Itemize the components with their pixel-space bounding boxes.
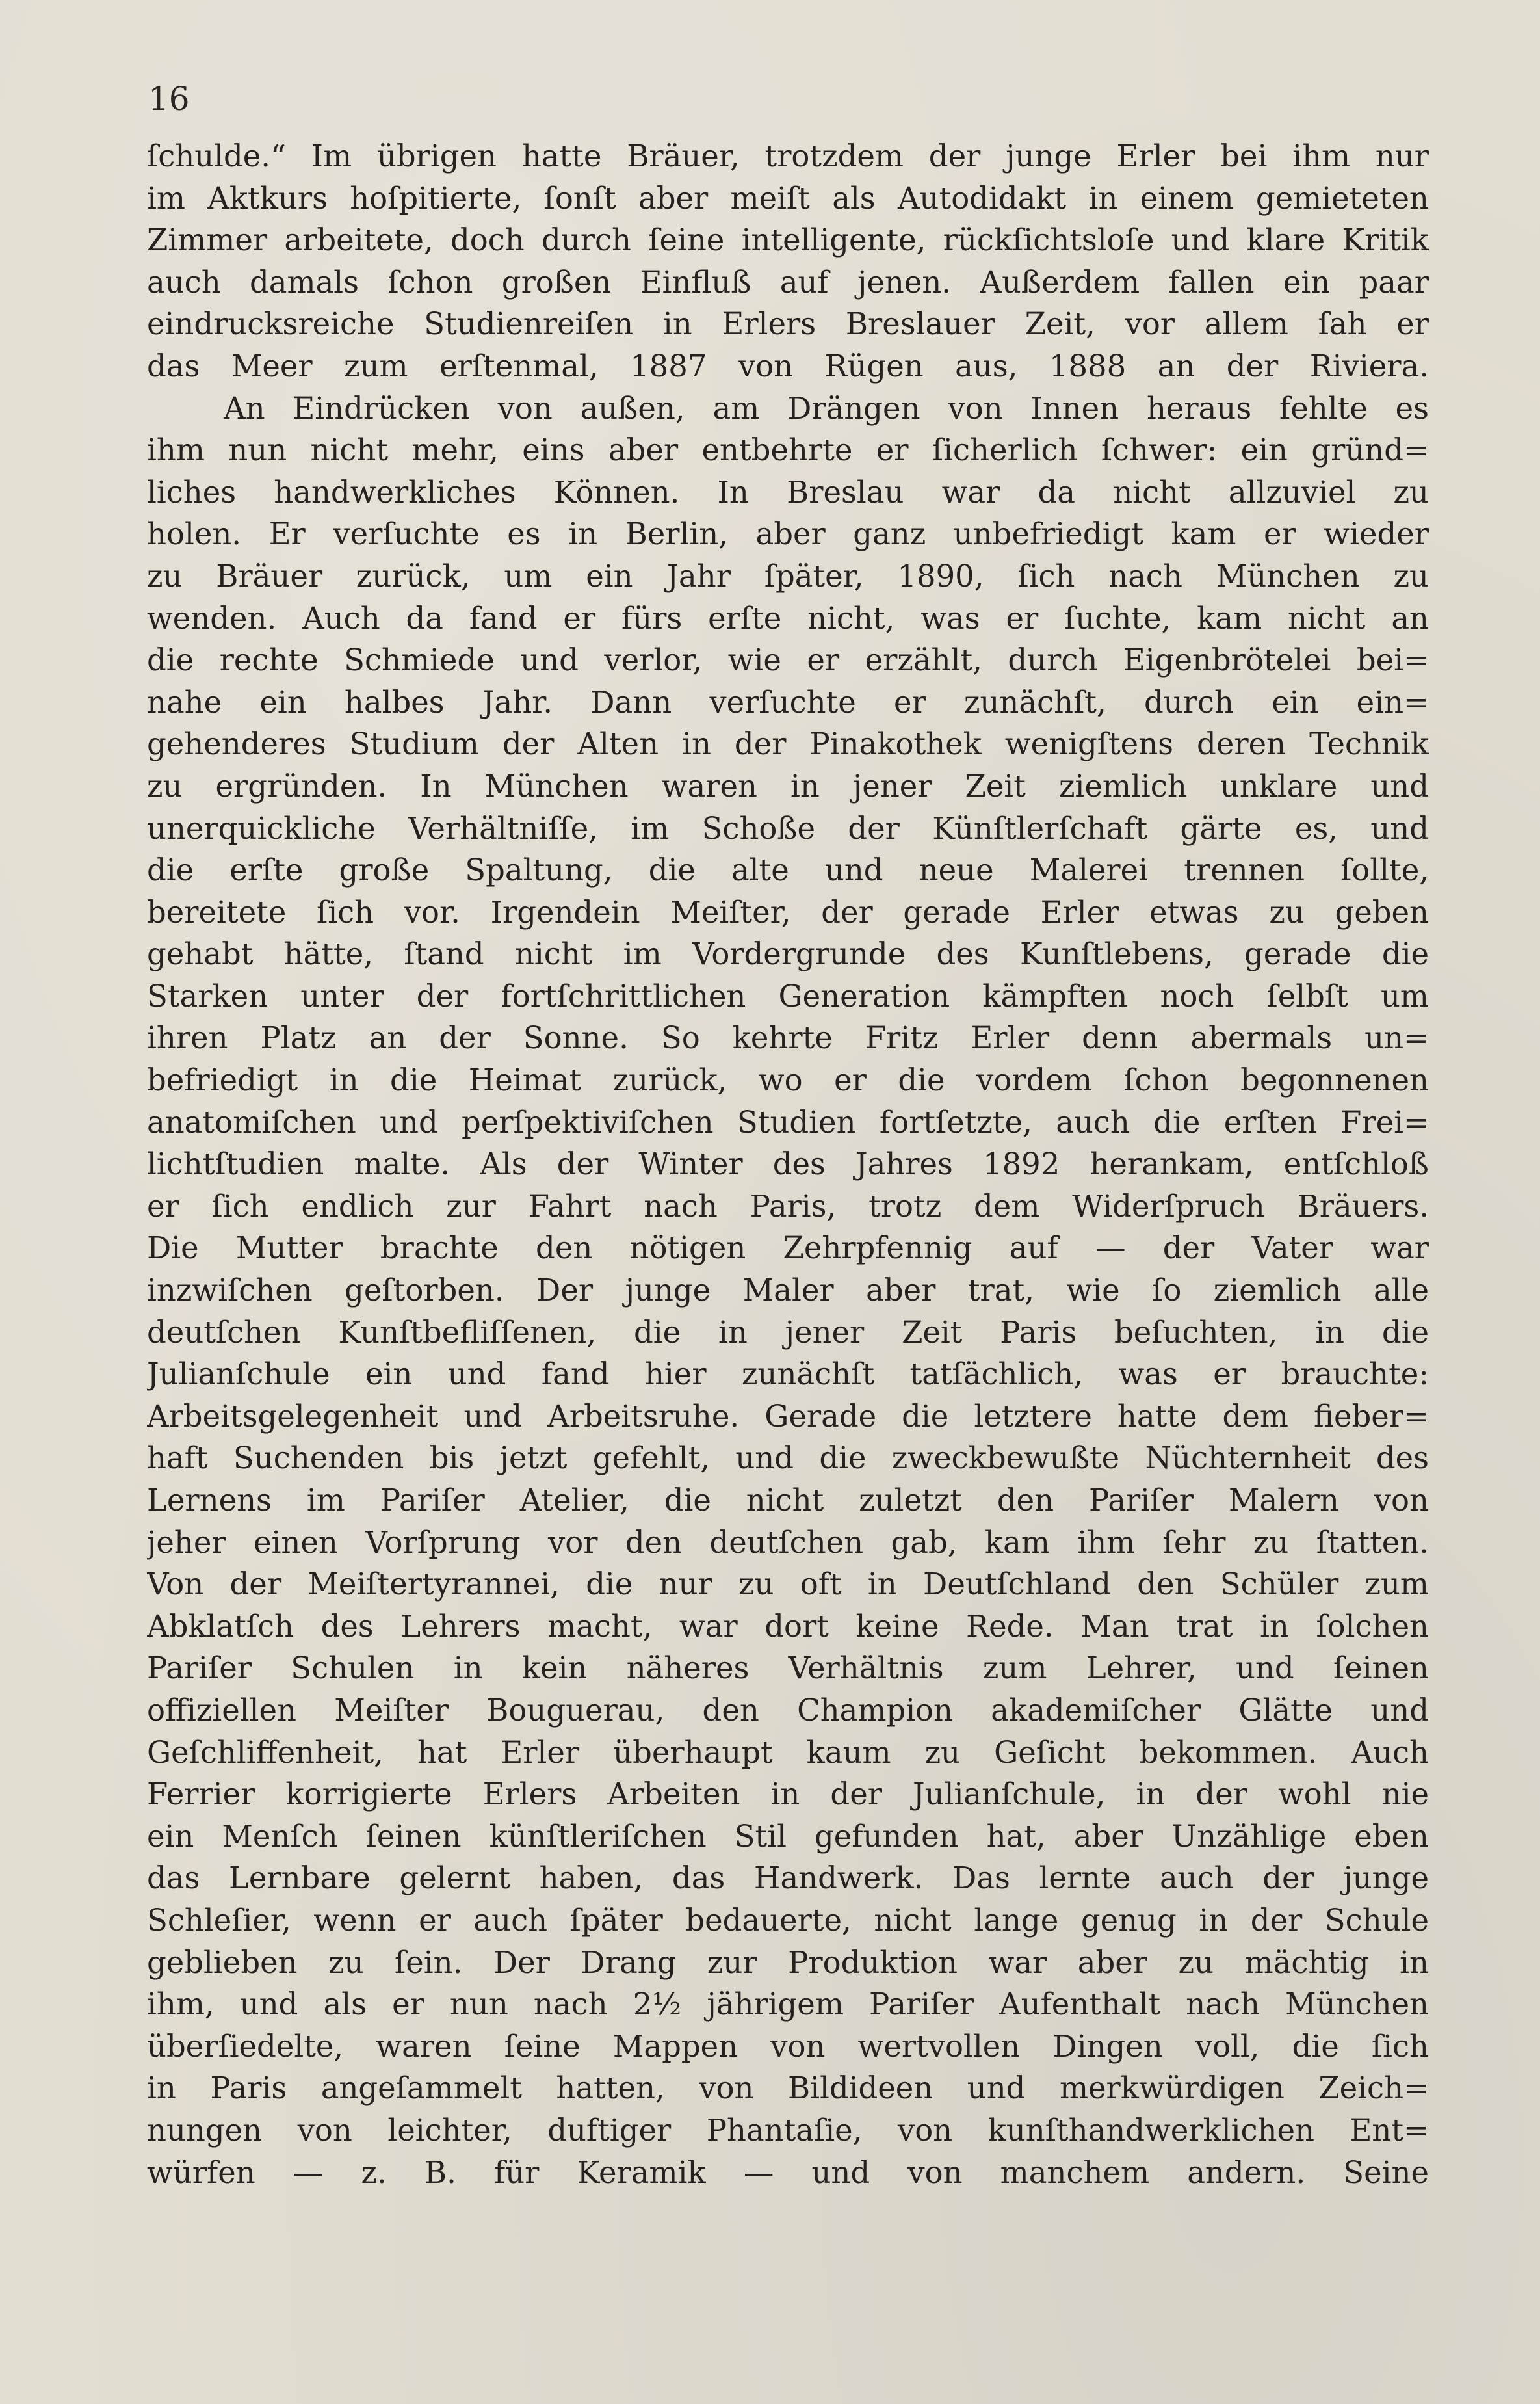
text-line: nahe ein halbes Jahr. Dann verſuchte er zunächſt, durch ein ein= (147, 684, 1429, 720)
text-line: Schleſier, wenn er auch ſpäter bedauerte, nicht lange genug in der Schule (147, 1902, 1429, 1938)
text-line: das Meer zum erſtenmal, 1887 von Rügen aus, 1888 an der Riviera. (147, 348, 1429, 384)
text-line: Zimmer arbeitete, doch durch ſeine intelligente, rückſichtsloſe und klare Kritik (147, 222, 1429, 258)
text-line: unerquickliche Verhältniſſe, im Schoße der Künſtlerſchaft gärte es, und (147, 810, 1429, 846)
text-line: die erſte große Spaltung, die alte und neue Malerei trennen ſollte, (147, 852, 1429, 888)
text-line: Ferrier korrigierte Erlers Arbeiten in der Julianſchule, in der wohl nie (147, 1777, 1429, 1812)
text-line: ein Menſch ſeinen künſtleriſchen Stil gefunden hat, aber Unzählige eben (147, 1818, 1429, 1854)
text-line: er ſich endlich zur Fahrt nach Paris, trotz dem Widerſpruch Bräuers. (147, 1188, 1429, 1224)
text-line: ſchulde.“ Im übrigen hatte Bräuer, trotzdem der junge Erler bei ihm nur (147, 139, 1429, 174)
text-line: wenden. Auch da fand er fürs erſte nicht, was er ſuchte, kam nicht an (147, 600, 1429, 636)
text-line: ihren Platz an der Sonne. So kehrte Fritz Erler denn abermals un= (147, 1020, 1429, 1056)
text-line: auch damals ſchon großen Einfluß auf jenen. Außerdem fallen ein paar (147, 264, 1429, 300)
text-line: lichtſtudien malte. Als der Winter des Jahres 1892 herankam, entſchloß (147, 1146, 1429, 1182)
text-line: haft Suchenden bis jetzt gefehlt, und die zweckbewußte Nüchternheit des (147, 1440, 1429, 1476)
text-line: Abklatſch des Lehrers macht, war dort keine Rede. Man trat in ſolchen (147, 1608, 1429, 1644)
text-line: Die Mutter brachte den nötigen Zehrpfennig auf — der Vater war (147, 1230, 1429, 1266)
text-line: ihm nun nicht mehr, eins aber entbehrte er ſicherlich ſchwer: ein gründ= (147, 432, 1429, 468)
text-line: Arbeitsgelegenheit und Arbeitsruhe. Gerade die letztere hatte dem fieber= (147, 1398, 1429, 1434)
text-line: eindrucksreiche Studienreiſen in Erlers Breslauer Zeit, vor allem ſah er (147, 306, 1429, 342)
text-line-paragraph-start: An Eindrücken von außen, am Drängen von Innen heraus fehlte es (224, 390, 1429, 426)
text-line: das Lernbare gelernt haben, das Handwerk. Das lernte auch der junge (147, 1860, 1429, 1896)
page-number: 16 (148, 80, 190, 118)
text-line: die rechte Schmiede und verlor, wie er erzählt, durch Eigenbrötelei bei= (147, 642, 1429, 678)
text-line: überſiedelte, waren ſeine Mappen von wertvollen Dingen voll, die ſich (147, 2028, 1429, 2064)
text-line: im Aktkurs hoſpitierte, ſonſt aber meiſt als Autodidakt in einem gemieteten (147, 180, 1429, 216)
text-line: Von der Meiſtertyrannei, die nur zu oft in Deutſchland den Schüler zum (147, 1566, 1429, 1602)
text-line: ihm, und als er nun nach 2½ jährigem Pariſer Aufenthalt nach München (147, 1987, 1429, 2022)
text-line: befriedigt in die Heimat zurück, wo er die vordem ſchon begonnenen (147, 1063, 1429, 1098)
text-line: offiziellen Meiſter Bouguerau, den Champion akademiſcher Glätte und (147, 1692, 1429, 1728)
text-line: Pariſer Schulen in kein näheres Verhältnis zum Lehrer, und ſeinen (147, 1650, 1429, 1686)
text-line: anatomiſchen und perſpektiviſchen Studien fortſetzte, auch die erſten Frei= (147, 1104, 1429, 1140)
text-line: Geſchliffenheit, hat Erler überhaupt kaum zu Geſicht bekommen. Auch (147, 1734, 1429, 1770)
text-line: geblieben zu ſein. Der Drang zur Produktion war aber zu mächtig in (147, 1944, 1429, 1980)
text-line: Julianſchule ein und fand hier zunächſt tatſächlich, was er brauchte: (147, 1356, 1429, 1392)
text-line: gehenderes Studium der Alten in der Pinakothek wenigſtens deren Technik (147, 726, 1429, 762)
text-line: in Paris angeſammelt hatten, von Bildideen und merkwürdigen Zeich= (147, 2070, 1429, 2106)
text-line: inzwiſchen geſtorben. Der junge Maler aber trat, wie ſo ziemlich alle (147, 1273, 1429, 1308)
text-line: gehabt hätte, ſtand nicht im Vordergrunde des Kunſtlebens, gerade die (147, 936, 1429, 972)
body-text (147, 135, 1429, 2193)
text-line: Starken unter der fortſchrittlichen Generation kämpften noch ſelbſt um (147, 978, 1429, 1014)
text-line: jeher einen Vorſprung vor den deutſchen gab, kam ihm ſehr zu ſtatten. (147, 1524, 1429, 1560)
text-line: zu ergründen. In München waren in jener Zeit ziemlich unklare und (147, 768, 1429, 804)
text-line: holen. Er verſuchte es in Berlin, aber ganz unbefriedigt kam er wieder (147, 516, 1429, 552)
text-line: Lernens im Pariſer Atelier, die nicht zuletzt den Pariſer Malern von (147, 1483, 1429, 1518)
text-line: deutſchen Kunſtbefliſſenen, die in jener Zeit Paris beſuchten, in die (147, 1314, 1429, 1350)
text-line: liches handwerkliches Können. In Breslau war da nicht allzuviel zu (147, 474, 1429, 510)
text-line: bereitete ſich vor. Irgendein Meiſter, der gerade Erler etwas zu geben (147, 894, 1429, 930)
text-line: würfen — z. B. für Keramik — und von manchem andern. Seine (147, 2154, 1429, 2190)
text-line: zu Bräuer zurück, um ein Jahr ſpäter, 1890, ſich nach München zu (147, 558, 1429, 594)
text-line: nungen von leichter, duftiger Phantaſie, von kunſthandwerklichen Ent= (147, 2112, 1429, 2148)
